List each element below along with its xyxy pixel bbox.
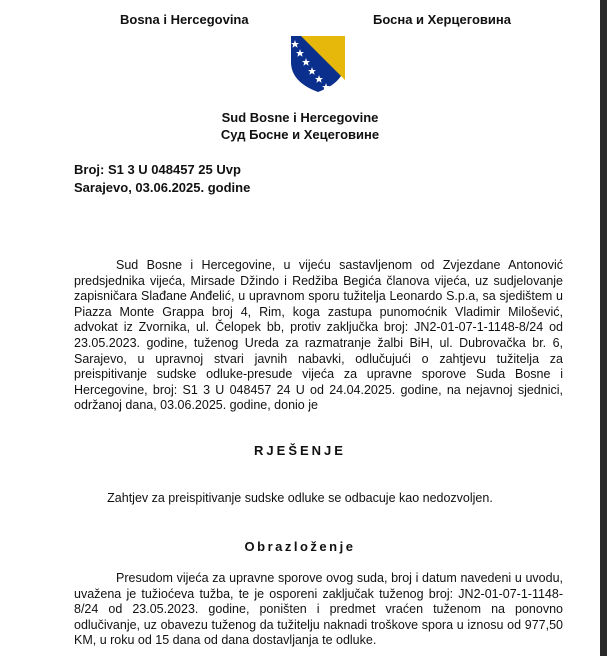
decision-text: Zahtjev za preispitivanje sudske odluke se odbacuje kao nedozvoljen. — [107, 491, 493, 505]
case-number: Broj: S1 3 U 048457 25 Uvp — [74, 162, 241, 177]
court-name-cyrillic: Суд Босне и Хецеговине — [220, 127, 380, 142]
header-country-cyrillic: Босна и Херцеговина — [373, 12, 511, 27]
decision-heading: RJEŠENJE — [254, 443, 346, 458]
reasoning-paragraph: Presudom vijeća za upravne sporove ovog suda, broj i datum navedeni u uvodu, uvažena je tužioćeva tužba, te je osporeni zaključak tuženog broj: JN2-01-07-1-1148-8/24 od 23.05.2023. godine, poništen i predmet vraćen tuženom na ponovno odlučivanje, uz obavezu tuženog da tužitelju naknadi troškove spora u iznosu od 977,50 KM, u roku od 15 dana od dana dostavljanja te odluke. — [74, 571, 563, 648]
intro-paragraph-block — [74, 258, 563, 414]
reasoning-heading: Obrazloženje — [244, 539, 356, 554]
scan-border — [600, 0, 607, 656]
court-name-latin: Sud Bosne i Hercegovine — [221, 110, 379, 125]
place-and-date: Sarajevo, 03.06.2025. godine — [74, 180, 251, 195]
header-country-latin: Bosna i Hercegovina — [120, 12, 249, 27]
reasoning-paragraph-block — [74, 571, 563, 649]
coat-of-arms-icon — [287, 32, 349, 94]
intro-paragraph: Sud Bosne i Hercegovine, u vijeću sastavljenom od Zvjezdane Antonović predsjednika vijeća, Mirsade Džindo i Redžiba Begića članova vijeća, uz sudjelovanje zapisničara Slađane Anđelić, u upravnom sporu tužitelja Leonardo S.p.a, sa sjedištem u Piazza Monte Grappa broj 4, Rim, koga zastupa punomoćnik Vladimir Milošević, advokat iz Zvornika, ul. Čelopek bb, protiv zaključka broj: JN2-01-07-1-1148-8/24 od 23.05.2023. godine, tuženog Ureda za razmatranje žalbi BiH, ul. Dubrovačka br. 6, Sarajevo, u upravnoj stvari javnih nabavki, odlučujući o zahtjevu tužitelja za preispitivanje sudske odluke-presude vijeća za upravne sporove Suda Bosne i Hercegovine, broj: S1 3 U 048457 24 U od 24.04.2025. godine, na nejavnoj sjednici, održanoj dana, 03.06.2025. godine, donio je — [74, 258, 563, 413]
